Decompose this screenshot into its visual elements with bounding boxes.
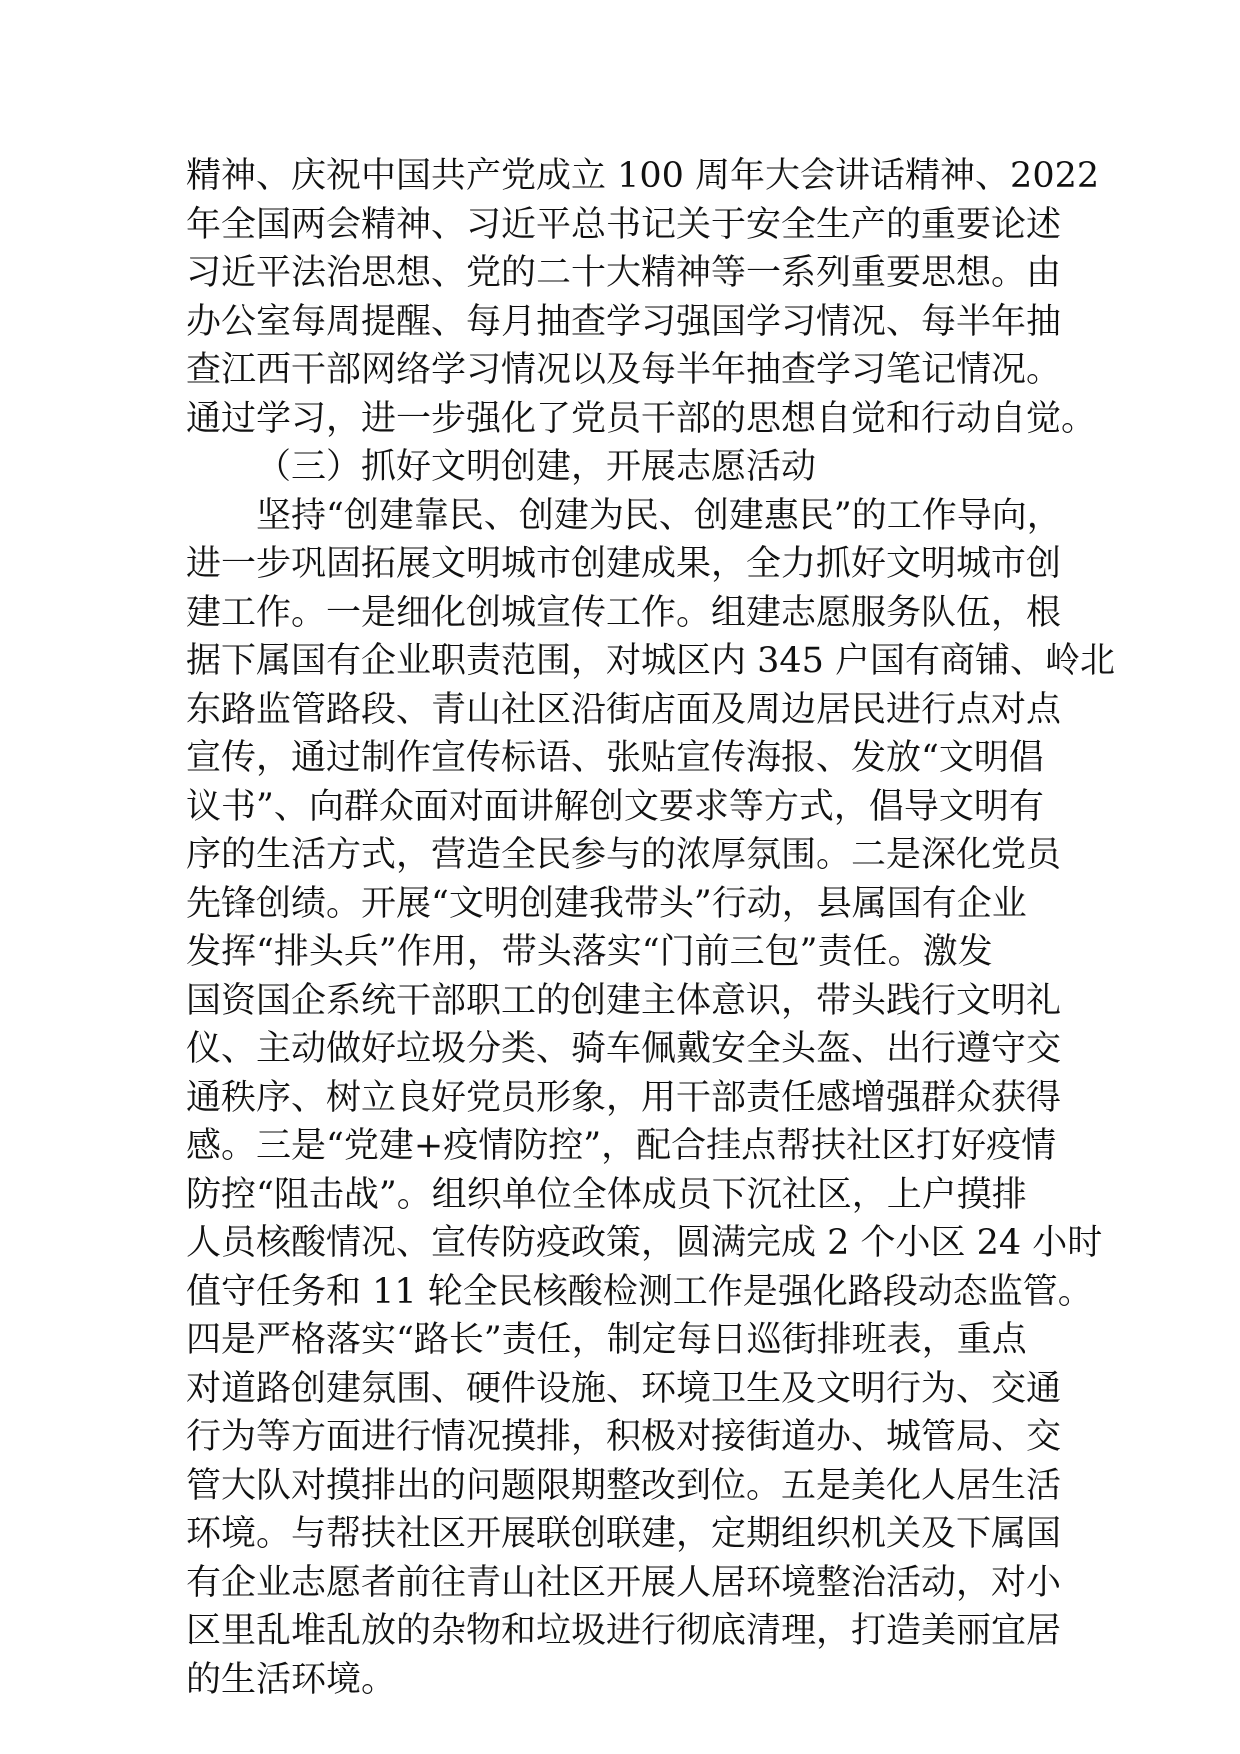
- text-line: 年全国两会精神、习近平总书记关于安全生产的重要论述: [186, 204, 1062, 245]
- text-line: 行为等方面进行情况摸排，积极对接街道办、城管局、交: [186, 1417, 1062, 1457]
- text-line: 区里乱堆乱放的杂物和垃圾进行彻底清理，打造美丽宜居: [186, 1611, 1062, 1651]
- text-line: 先锋创绩。开展“文明创建我带头”行动，县属国有企业: [186, 883, 1027, 924]
- text-line: 四是严格落实“路长”责任，制定每日巡街排班表，重点: [186, 1320, 1027, 1360]
- text-line: 办公室每周提醒、每月抽查学习强国学习情况、每半年抽: [186, 301, 1062, 342]
- text-line: 通秩序、树立良好党员形象，用干部责任感增强群众获得: [186, 1077, 1062, 1118]
- text-line: 通过学习，进一步强化了党员干部的思想自觉和行动自觉。: [186, 398, 1097, 439]
- text-line: 宣传，通过制作宣传标语、张贴宣传海报、发放“文明倡: [186, 738, 1044, 778]
- body-text: [186, 152, 1116, 1704]
- text-line: 据下属国有企业职责范围，对城区内 345 户国有商铺、岭北: [186, 641, 1116, 681]
- text-line: 东路监管路段、青山社区沿街店面及周边居民进行点对点: [186, 689, 1062, 730]
- text-line: 国资国企系统干部职工的创建主体意识，带头践行文明礼: [186, 980, 1062, 1021]
- text-line: 环境。与帮扶社区开展联创联建，定期组织机关及下属国: [186, 1514, 1062, 1554]
- text-line: 进一步巩固拓展文明城市创建成果，全力抓好文明城市创: [186, 544, 1062, 584]
- text-line: 精神、庆祝中国共产党成立 100 周年大会讲话精神、2022: [186, 156, 1100, 196]
- text-line: 感。三是“党建+疫情防控”，配合挂点帮扶社区打好疫情: [186, 1126, 1057, 1166]
- text-line: 的生活环境。: [186, 1659, 397, 1700]
- text-line: 发挥“排头兵”作用，带头落实“门前三包”责任。激发: [186, 932, 993, 972]
- text-line: 值守任务和 11 轮全民核酸检测工作是强化路段动态监管。: [186, 1271, 1093, 1312]
- text-line: 查江西干部网络学习情况以及每半年抽查学习笔记情况。: [186, 350, 1062, 390]
- text-line: 对道路创建氛围、硬件设施、环境卫生及文明行为、交通: [186, 1368, 1062, 1409]
- text-line: 防控“阻击战”。组织单位全体成员下沉社区，上户摸排: [186, 1174, 1027, 1215]
- section-heading: （三）抓好文明创建，开展志愿活动: [256, 447, 817, 487]
- text-line: 建工作。一是细化创城宣传工作。组建志愿服务队伍，根: [186, 592, 1062, 633]
- text-line: 有企业志愿者前往青山社区开展人居环境整治活动，对小: [186, 1562, 1062, 1603]
- text-line: 序的生活方式，营造全民参与的浓厚氛围。二是深化党员: [186, 835, 1062, 875]
- text-line: 议书”、向群众面对面讲解创文要求等方式，倡导文明有: [186, 786, 1044, 827]
- text-line: 仪、主动做好垃圾分类、骑车佩戴安全头盔、出行遵守交: [186, 1029, 1062, 1069]
- text-line: 习近平法治思想、党的二十大精神等一系列重要思想。由: [186, 253, 1062, 293]
- text-line: 人员核酸情况、宣传防疫政策，圆满完成 2 个小区 24 小时: [186, 1223, 1103, 1263]
- text-line: 管大队对摸排出的问题限期整改到位。五是美化人居生活: [186, 1465, 1062, 1506]
- paragraph-first-line: 坚持“创建靠民、创建为民、创建惠民”的工作导向，: [256, 495, 1062, 536]
